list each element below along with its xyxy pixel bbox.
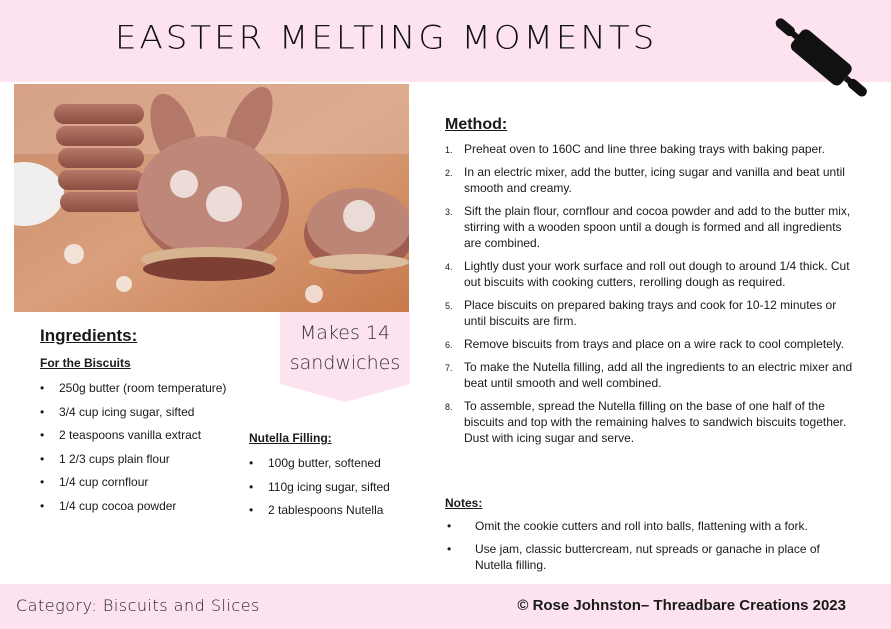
biscuits-photo [14,84,409,312]
rolling-pin-icon [760,4,880,114]
ingredient-item: • 250g butter (room temperature) [40,377,260,401]
method-step-list [445,141,853,453]
biscuits-subheading: For the Biscuits [40,356,131,370]
method-step: 8. To assemble, spread the Nutella filling on the base of one half of the biscuits and top with the remaining halves to sandwich biscuits together. Dust with icing sugar and serve. [445,399,847,445]
method-step: 3. Sift the plain flour, cornflour and cocoa powder and add to the butter mix, stirring with a wooden spoon until a dough is formed and all ingredients are combined. [445,204,851,250]
method-step: 5. Place biscuits on prepared baking trays and cook for 10-12 minutes or until biscuits are firm. [445,298,837,328]
makes-line-2: sandwiches [289,352,401,374]
ingredient-item: • 1/4 cup cornflour [40,471,260,495]
notes-list [445,518,855,580]
method-step: 1. Preheat oven to 160C and line three baking trays with baking paper. [445,142,825,156]
ingredients-heading: Ingredients: [40,326,138,345]
ingredient-item: • 2 tablespoons Nutella [249,499,429,523]
ingredient-item: • 1/4 cup cocoa powder [40,495,260,519]
ingredient-item: • 110g icing sugar, sifted [249,476,429,500]
ingredient-item: • 2 teaspoons vanilla extract [40,424,260,448]
biscuits-ingredient-list [40,377,260,518]
notes-heading: Notes: [445,496,483,510]
method-step: 7. To make the Nutella filling, add all the ingredients to an electric mixer and beat until smooth and well combined. [445,360,853,390]
method-step: 2. In an electric mixer, add the butter, icing sugar and vanilla and beat until smooth and creamy. [445,165,845,195]
note-item: • Omit the cookie cutters and roll into balls, flattening with a fork. [445,518,855,534]
ingredient-item: • 1 2/3 cups plain flour [40,448,260,472]
method-step: 6. Remove biscuits from trays and place on a wire rack to cool completely. [445,337,844,351]
filling-subheading: Nutella Filling: [249,431,332,445]
ingredient-item: • 100g butter, softened [249,452,429,476]
page-title: EASTER MELTING MOMENTS [115,19,658,57]
category-label: Category: Biscuits and Slices [16,596,260,615]
method-step: 4. Lightly dust your work surface and roll out dough to around 1/4 thick. Cut out biscuits with cooking cutters, rerolling dough as required. [445,259,850,289]
note-item: • Use jam, classic buttercream, nut spreads or ganache in place of Nutella filling. [445,541,855,573]
copyright-notice: © Rose Johnston– Threadbare Creations 2023 [517,597,846,614]
filling-ingredient-list [249,452,429,523]
makes-line-1: Makes 14 [299,322,391,344]
method-heading: Method: [445,116,508,133]
ingredient-item: • 3/4 cup icing sugar, sifted [40,401,260,425]
